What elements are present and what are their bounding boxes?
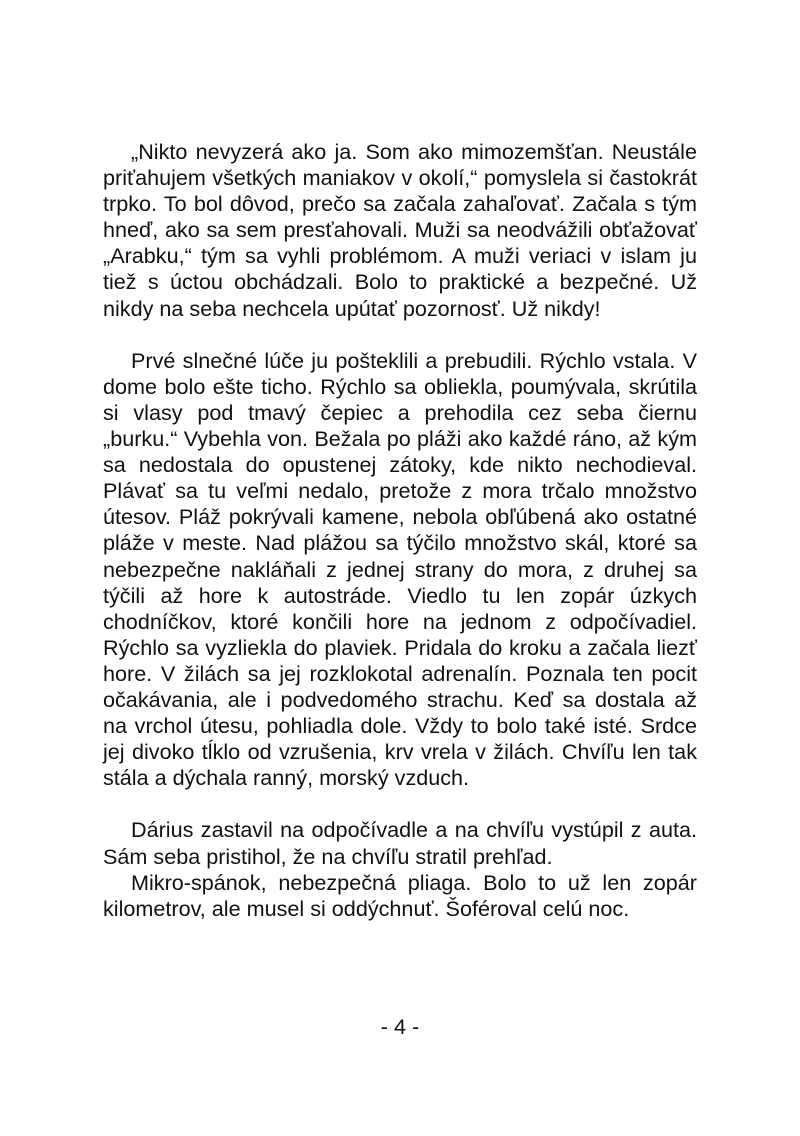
- paragraph-2: Prvé slnečné lúče ju pošteklili a prebudili. Rýchlo vstala. V dome bolo ešte ticho. Rýchlo sa obliekla, poumývala, skrútila si vlasy pod tmavý čepiec a prehodila cez seba čiernu „burku.“ Vybehla von. Bežala po pláži ako každé ráno, až kým sa nedostala do opustenej zátoky, kde nikto nechodieval. Plávať sa tu veľmi nedalo, pretože z mora trčalo množstvo útesov. Pláž pokrývali kamene, nebola obľúbená ako ostatné pláže v meste. Nad plážou sa týčilo množstvo skál, ktoré sa nebezpečne nakláňali z jednej strany do mora, z druhej sa týčili až hore k autostráde. Viedlo tu len zopár úzkych chodníčkov, ktoré končili hore na jednom z odpočívadiel. Rýchlo sa vyzliekla do plaviek. Pridala do kroku a začala liezť hore. V žilách sa jej rozklokotal adrenalín. Poznala ten pocit očakávania, ale i podvedomého strachu. Keď sa dostala až na vrchol útesu, pohliadla dole. Vždy to bolo také isté. Srdce jej divoko tĺklo od vzrušenia, krv vrela v žilách. Chvíľu len tak stála a dýchala ranný, morský vzduch.: [103, 347, 697, 791]
- paragraph-spacer: [103, 322, 697, 348]
- paragraph-1: „Nikto nevyzerá ako ja. Som ako mimozemšťan. Neustále priťahujem všetkých maniakov v okolí,“ pomyslela si častokrát trpko. To bol dôvod, prečo sa začala zahaľovať. Začala s tým hneď, ako sa sem presťahovali. Muži sa neodvážili obťažovať „Arabku,“ tým sa vyhli problémom. A muži veriaci v islam ju tiež s úctou obchádzali. Bolo to praktické a bezpečné. Už nikdy na seba nechcela upútať pozornosť. Už nikdy!: [103, 139, 697, 321]
- paragraph-4: Mikro-spánok, nebezpečná pliaga. Bolo to už len zopár kilometrov, ale musel si oddýchnuť. Šoféroval celú noc.: [103, 869, 697, 921]
- page-number: - 4 -: [380, 1014, 420, 1039]
- paragraph-3: Dárius zastavil na odpočívadle a na chvíľu vystúpil z auta. Sám seba pristihol, že na chvíľu stratil prehľad.: [103, 817, 697, 869]
- paragraph-spacer: [103, 791, 697, 817]
- body-text: [103, 139, 697, 922]
